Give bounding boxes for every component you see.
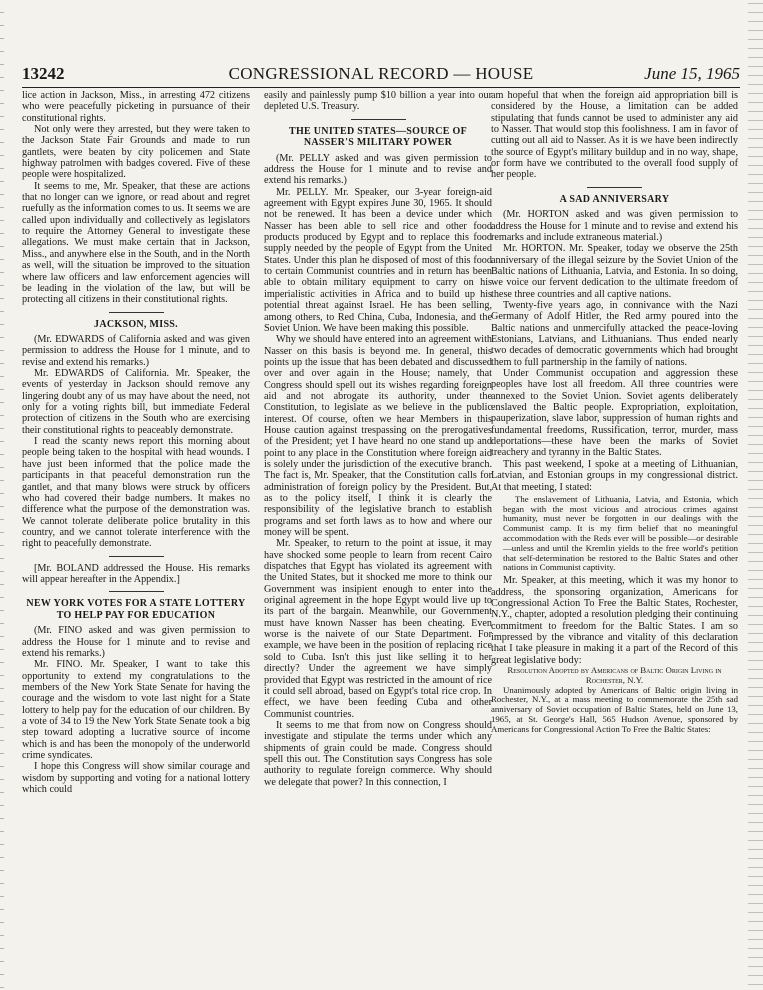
- paragraph: Twenty-five years ago, in connivance with the Nazi Germany of Adolf Hitler, the Red army poured into the Baltic nations and unmercifully attacked the peace-loving Estonians, Latvians, and Lithuanians. Thus ended nearly two decades of democratic governments which had brought them to full partnership in the family of nations.: [491, 300, 738, 368]
- paragraph: Mr. EDWARDS of California. Mr. Speaker, the events of yesterday in Jackson should remove any lingering doubt any of us may have about the need, not only for a voting rights bill, but immediate Federal protection of citizens in the South who are exercising their constitutional rights to peaceably demonstrate.: [22, 368, 250, 436]
- paragraph: Mr. PELLY. Mr. Speaker, our 3-year foreign-aid agreement with Egypt expires June 30, 1965. It should not be renewed. It has been a device under which Nasser has been able to sell rice and other food products produced by Egypt and to replace this food supply needed by the people of Egypt from the United States. Under this plan he disposed of most of this food to certain Communist countries and in return has been able to obtain military equipment to carry on his imperialistic activities in Africa and to build up his potential threat against Israel. He has been selling, among others, to Red China, Cuba, Indonesia, and the Soviet Union. We have been making this possible.: [264, 186, 492, 334]
- paragraph: Mr. FINO. Mr. Speaker, I want to take this opportunity to extend my congratulations to the members of the New York State Senate for having the courage and the wisdom to vote last night for a State lottery to help pay for the education of our children. By a vote of 34 to 19 the New York State Senate took a big step toward adopting a lucrative source of income which is and has been the monopoly of the underworld crime syndicates.: [22, 659, 250, 762]
- paragraph: I hope this Congress will show similar courage and wisdom by supporting and voting for a national lottery which could: [22, 761, 250, 796]
- paragraph: It seems to me, Mr. Speaker, that these are actions that no longer can we ignore, or read about and regret ruefully as the information comes to us. It seems we are called upon individually and collectively as legislators to require the Attorney General to investigate these allegations. We must make certain that in Jackson, Miss., and anywhere else in the South, and in the North as well, will the situation be improved to the situation where law officers and law enforcement agencies will be leading in the violation of the law, but will be protecting all citizens in their constitutional rights.: [22, 180, 250, 306]
- section-divider: [109, 556, 164, 557]
- paragraph: [Mr. BOLAND addressed the House. His remarks will appear hereafter in the Appendix.]: [22, 562, 250, 585]
- paragraph: (Mr. PELLY asked and was given permission to address the House for 1 minute and to revise and extend his remarks.): [264, 152, 492, 187]
- resolution-heading: Resolution Adopted by Americans of Baltic Origin Living in Rochester, N.Y.: [507, 664, 722, 685]
- section-heading: THE UNITED STATES—SOURCE OF NASSER'S MILITARY POWER: [288, 125, 468, 149]
- paragraph: Not only were they arrested, but they were taken to the Jackson State Fair Grounds and made to run gantlets, were beaten by city policemen and State highway patrolmen with badges covered. Five of these people were hospitalized.: [22, 124, 250, 181]
- paragraph: It seems to me that from now on Congress should investigate and stipulate the terms under which any shipments of grain could be made. Congress should spell this out. The Constitution says Congress has sole authority to regulate foreign commerce. Why should we delegate that power? In this connection, I: [264, 719, 492, 788]
- scan-margin-noise: [748, 0, 763, 990]
- paragraph: Mr. Speaker, at this meeting, which it was my honor to address, the sponsoring organization, Americans for Congressional Action To Free the Baltic States, Rochester, N.Y., chapter, adopted a resolution pledging their continuing commitment to freedom for the Baltic States. I am so impressed by the vibrance and vitality of this declaration that I take pleasure in making it a part of the Record of this great legislative body:: [491, 575, 738, 666]
- section-divider: [587, 187, 642, 188]
- section-heading: A SAD ANNIVERSARY: [559, 193, 670, 205]
- resolution-text: Unanimously adopted by Americans of Baltic origin living in Rochester, N.Y., at a mass meeting to commemorate the 25th sad anniversary of Soviet occupation of Baltic States, held on June 13, 1965, at St. George's Hall, 565 Hudson Avenue, sponsored by Americans for Congressional Action To Free the Baltic States:: [491, 684, 738, 734]
- paragraph: Mr. HORTON. Mr. Speaker, today we observe the 25th anniversary of the illegal seizure by the Soviet Union of the Baltic nations of Lithuania, Latvia, and Estonia. In so doing, we voice our fervent dedication to the ultimate freedom of these three countries and all captive nations.: [491, 243, 738, 300]
- section-divider: [109, 312, 164, 313]
- paragraph: Under Communist occupation and aggression these peoples have lost all freedom. All three countries were annexed to the Soviet Union. Soviet agents deliberately enslaved the Baltic people. Expropriation, exploitation, pauperization, slave labor, suppression of human rights and fundamental freedoms, Russification, terror, murder, mass deportations—these have been the marks of Soviet treachery and tyranny in the Baltic States.: [491, 368, 738, 459]
- paragraph: easily and painlessly pump $10 billion a year into our depleted U.S. Treasury.: [264, 90, 492, 113]
- publication-title: CONGRESSIONAL RECORD — HOUSE: [228, 64, 534, 83]
- section-heading: JACKSON, MISS.: [94, 318, 178, 330]
- column-1: [22, 90, 250, 795]
- section-divider: [351, 119, 406, 120]
- paragraph: (Mr. HORTON asked and was given permission to address the House for 1 minute and to revise and extend his remarks and include extraneous material.): [491, 209, 738, 243]
- paragraph: (Mr. EDWARDS of California asked and was given permission to address the House for 1 minute, and to revise and extend his remarks.): [22, 334, 250, 368]
- column-2: [264, 90, 492, 788]
- paragraph: Why we should have entered into an agreement with Nasser on this basis is beyond me. In general, this points up the issue that has been debated and discussed over and over again in the House; namely, that Congress should spell out its wishes regarding foreign aid and not abrogate its authority, under the Constitution, to legislate as we believe in the public interest. Of course, often we hear Members in this House caution against trespassing on the prerogatives of the President; yet I have heard no one stand up and point to any place in the Constitution where foreign aid is solely under the jurisdiction of the executive branch. The fact is, Mr. Speaker, that the Constitution calls for administration of foreign policy by the President. But, as to the policy itself, I think it is clearly the responsibility of the legislative branch to establish programs and set forth laws as to how and where our money will be spent.: [264, 334, 492, 539]
- scan-left-edge: [0, 0, 4, 990]
- block-quote: The enslavement of Lithuania, Latvia, and Estonia, which began with the most vicious and atrocious crimes against humanity, must never be forgotten in our dealings with the Communist camp. It is my firm belief that no meaningful accommodation with the Reds ever will be possible—or desirable—unless and until the Kremlin yields to the free world's petition that self-determination be restored to the Baltic States and other nations in Communist captivity.: [503, 493, 738, 573]
- section-heading: NEW YORK VOTES FOR A STATE LOTTERY TO HELP PAY FOR EDUCATION: [26, 598, 246, 621]
- header-rule: [22, 87, 740, 88]
- section-divider: [109, 591, 164, 592]
- paragraph: This past weekend, I spoke at a meeting of Lithuanian, Latvian, and Estonian groups in my congressional district. At that meeting, I stated:: [491, 458, 738, 493]
- page-number: 13242: [22, 64, 65, 83]
- paragraph: Mr. Speaker, to return to the point at issue, it may have shocked some people to learn from recent Cairo dispatches that Egypt has violated its agreement with the United States, but it shocked me more to think our Government was insipient enough to enter into the original agreement in the hope Egypt would live up to its part of the bargain. Meanwhile, our Government must have known Nasser has been cheating. Even worse is the naivete of our State Department. For example, we have been in the position of replacing rice sold to Cuba. Isn't this just like selling it to her directly? Under the agreement we have simply provided that Egypt was restricted in the amount of rice it could sell abroad, based on Egypt's total rice crop. In effect, we have been feeding Cuba and other Communist countries.: [264, 538, 492, 720]
- paragraph: (Mr. FINO asked and was given permission to address the House for 1 minute and to revise and extend his remarks.): [22, 625, 250, 659]
- paragraph: I read the scanty news report this morning about people being taken to the hospital with head wounds. I have just been informed that the police made the participants in that peaceful demonstration run the gantlet, and that many blows were struck by officers who had covered their badge numbers. It makes no difference what the purpose of the demonstration was. We cannot tolerate deliberate police brutality in this country, and we cannot tolerate interference with the right to peacefully demonstrate.: [22, 436, 250, 550]
- issue-date: June 15, 1965: [644, 64, 740, 83]
- paragraph: lice action in Jackson, Miss., in arresting 472 citizens who were peacefully picketing in pursuance of their constitutional rights.: [22, 90, 250, 124]
- page-header: [22, 64, 740, 86]
- column-3: [491, 90, 738, 735]
- paragraph: am hopeful that when the foreign aid appropriation bill is considered by the House, a limitation can be added stipulating that funds cannot be used to administer any aid to Nasser. That would stop this foolishness. I am in favor of cutting out all aid to Nasser. As it is we have been indirectly the source of Egypt's military buildup and in no way, shape, or form have we contributed to the overall food supply of her people.: [491, 90, 738, 181]
